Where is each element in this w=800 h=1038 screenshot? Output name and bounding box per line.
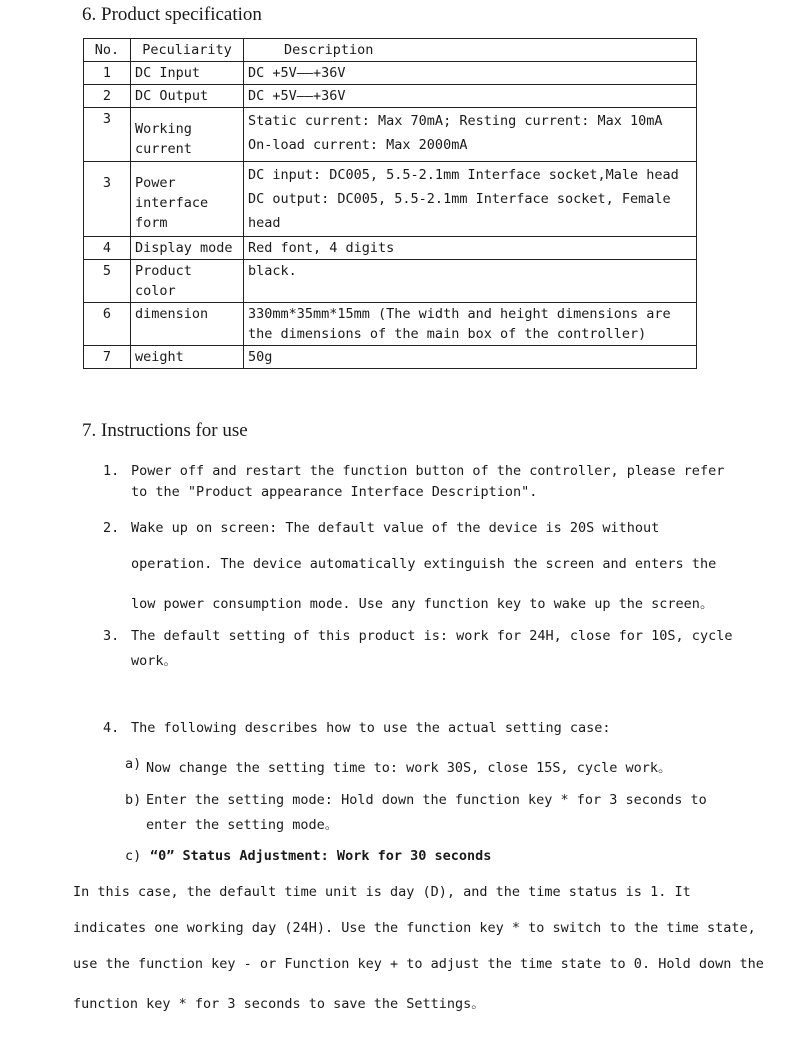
table-row: [84, 85, 697, 108]
row-no: 1: [84, 62, 131, 85]
list-item-line: Wake up on screen: The default value of the device is 20S without: [131, 520, 660, 536]
sub-item-heading: “0” Status Adjustment: Work for 30 seconds: [150, 848, 492, 864]
list-item-line: The following describes how to use the actual setting case:: [131, 720, 611, 736]
row-desc: 50g: [244, 346, 697, 369]
list-number: 1.: [103, 463, 120, 479]
table-row: [84, 108, 697, 162]
paragraph-line: In this case, the default time unit is day (D), and the time status is 1. It: [73, 884, 691, 900]
table-row: [84, 237, 697, 260]
paragraph-line: indicates one working day (24H). Use the function key * to switch to the time state,: [73, 920, 756, 936]
row-no: 3: [84, 162, 131, 237]
sub-item-label: b): [125, 792, 142, 808]
list-item-line: low power consumption mode. Use any function key to wake up the screen。: [131, 596, 714, 612]
row-desc-line: DC input: DC005, 5.5-2.1mm Interface socket,Male head: [248, 167, 679, 183]
section-7-title: 7. Instructions for use: [82, 420, 248, 441]
section-6-title: 6. Product specification: [82, 4, 262, 25]
row-name: weight: [131, 346, 244, 369]
sub-item-label: c): [125, 848, 142, 864]
list-item-line: Power off and restart the function button of the controller, please refer: [131, 463, 725, 479]
row-desc-line: DC output: DC005, 5.5-2.1mm Interface socket, Female head: [248, 191, 671, 231]
list-item-line: to the "Product appearance Interface Description".: [131, 484, 538, 500]
row-no: 5: [84, 260, 131, 303]
header-description: Description: [244, 39, 697, 62]
spec-table: [83, 38, 697, 369]
row-no: 7: [84, 346, 131, 369]
row-desc: DC +5V——+36V: [244, 62, 697, 85]
row-desc: [244, 162, 697, 237]
row-name: Display mode: [131, 237, 244, 260]
sub-item-label: a): [125, 756, 142, 772]
row-no: 2: [84, 85, 131, 108]
row-name: Power interface form: [131, 162, 244, 237]
list-item-line: operation. The device automatically extinguish the screen and enters the: [131, 556, 717, 572]
list-item-line: The default setting of this product is: work for 24H, close for 10S, cycle: [131, 628, 733, 644]
row-name: Product color: [131, 260, 244, 303]
header-peculiarity: Peculiarity: [131, 39, 244, 62]
row-name: DC Input: [131, 62, 244, 85]
table-row: [84, 162, 697, 237]
list-number: 2.: [103, 520, 120, 536]
table-row: [84, 346, 697, 369]
table-row: [84, 62, 697, 85]
row-name: Working current: [131, 108, 244, 162]
row-desc: Red font, 4 digits: [244, 237, 697, 260]
list-number: 4.: [103, 720, 120, 736]
row-no: 6: [84, 303, 131, 346]
row-desc: DC +5V——+36V: [244, 85, 697, 108]
header-no: No.: [84, 39, 131, 62]
row-name: dimension: [131, 303, 244, 346]
table-row: [84, 303, 697, 346]
sub-item-line: enter the setting mode。: [146, 817, 339, 833]
paragraph-line: function key * for 3 seconds to save the Settings。: [73, 996, 485, 1012]
paragraph-line: use the function key - or Function key + to adjust the time state to 0. Hold down the: [73, 956, 764, 972]
row-desc: 330mm*35mm*15mm (The width and height dimensions are the dimensions of the main box of the controller): [244, 303, 697, 346]
row-desc-line: On-load current: Max 2000mA: [248, 137, 468, 153]
list-item-line: work。: [131, 653, 178, 669]
list-number: 3.: [103, 628, 120, 644]
row-desc-line: Static current: Max 70mA; Resting current: Max 10mA: [248, 113, 663, 129]
table-header-row: [84, 39, 697, 62]
row-no: 4: [84, 237, 131, 260]
row-no: 3: [84, 108, 131, 162]
row-desc: black.: [244, 260, 697, 303]
sub-item-line: Now change the setting time to: work 30S, close 15S, cycle work。: [146, 760, 672, 776]
sub-item-line: Enter the setting mode: Hold down the function key * for 3 seconds to: [146, 792, 707, 808]
row-name: DC Output: [131, 85, 244, 108]
table-row: [84, 260, 697, 303]
row-desc: [244, 108, 697, 162]
